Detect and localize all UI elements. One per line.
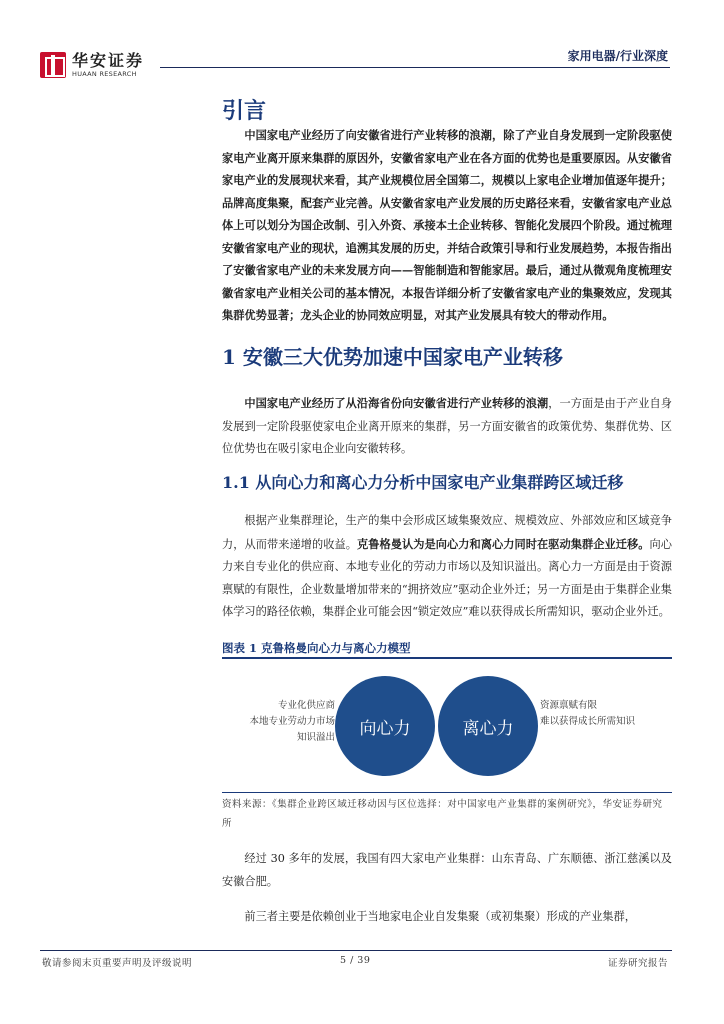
clusters-paragraph-continued: 前三者主要是依赖创业于当地家电企业自发集聚（或初集聚）形成的产业集群， <box>244 910 636 923</box>
logo-chinese-name: 华安证券 <box>72 51 145 70</box>
centripetal-force-circle <box>335 676 435 776</box>
logo-seal-icon <box>40 52 66 78</box>
page-number: 5 / 39 <box>340 955 371 966</box>
section-1-1-heading: 1.1 从向心力和离心力分析中国家电产业集群跨区域迁移 <box>222 473 624 492</box>
section-1-1-bold-text: 克鲁格曼认为是向心力和离心力同时在驱动集群企业迁移。 <box>357 536 650 551</box>
centrifugal-force-circle <box>438 676 538 776</box>
clusters-paragraph: 经过 30 多年的发展，我国有四大家电产业集群：山东青岛、广东顺德、浙江慈溪以及安徽合肥。 <box>222 852 672 888</box>
figure-top-rule <box>222 657 672 659</box>
logo-english-name: HUAAN RESEARCH <box>72 70 137 78</box>
section-1-bold-text: 中国家电产业经历了从沿海省份向安徽省进行产业转移的浪潮 <box>244 396 549 410</box>
footer-divider <box>40 950 672 951</box>
centripetal-factors <box>225 698 335 746</box>
section-1-1-text-b: 向心力来自专业化的供应商、本地专业化的劳动力市场以及知识溢出。离心力一方面是由于资源禀赋的有限性，企业数量增加带来的“拥挤效应”驱动企业外迁；另一方面是由于集群企业集体学习的路径依赖，集群企业可能会因“锁定效应”难以获得成长所需知识，驱动企业外迁。 <box>222 537 672 618</box>
report-type: 证券研究报告 <box>607 958 668 969</box>
figure-bottom-rule <box>222 792 672 793</box>
circle-label: 离心力 <box>462 718 514 739</box>
footer-disclaimer: 敬请参阅末页重要声明及评级说明 <box>42 958 193 969</box>
intro-paragraph: 中国家电产业经历了向安徽省进行产业转移的浪潮，除了产业自身发展到一定阶段驱使家电产业离开原来集群的原因外，安徽省家电产业在各方面的优势也是重要原因。从安徽省家电产业的发展现状来看，其产业规模位居全国第二，规模以上家电企业增加值逐年提升；品牌高度集聚，配套产业完善。从安徽省家电产业发展的历史路径来看，安徽省家电产业总体上可以划分为国企改制、引入外资、承接本土企业转移、智能化发展四个阶段。通过梳理安徽省家电产业的现状，追溯其发展的历史，并结合政策引导和行业发展趋势，本报告指出了安徽省家电产业的未来发展方向——智能制造和智能家居。最后，通过从微观角度梳理安徽省家电产业相关公司的基本情况，本报告详细分析了安徽省家电产业的集聚效应，发现其集群优势显著；龙头企业的协同效应明显，对其产业发展具有较大的带动作用。 <box>222 128 672 322</box>
factor-label: 专业化供应商 <box>277 700 335 711</box>
section-1-paragraph <box>222 392 672 461</box>
factor-label: 本地专业劳动力市场 <box>249 716 335 727</box>
section-1-heading: 1 安徽三大优势加速中国家电产业转移 <box>222 345 563 369</box>
figure-1-title: 图表 1 克鲁格曼向心力与离心力模型 <box>222 641 411 655</box>
centrifugal-factors <box>540 698 670 730</box>
report-category: 家用电器/行业深度 <box>567 49 668 63</box>
section-1-text: ，一方面是由于产业自身发展到一定阶段驱使家电企业离开原来的集群，另一方面安徽省的政策优势、集群优势、区位优势也在吸引家电企业向安徽转移。 <box>222 397 672 455</box>
factor-label: 难以获得成长所需知识 <box>540 716 636 727</box>
section-1-1-paragraph <box>222 510 672 624</box>
page-header <box>0 0 724 90</box>
factor-label: 知识溢出 <box>296 732 335 743</box>
company-logo <box>40 52 144 78</box>
header-divider <box>160 67 670 68</box>
intro-heading: 引言 <box>222 98 267 124</box>
circle-label: 向心力 <box>359 718 411 739</box>
figure-source: 资料来源：《集群企业跨区域迁移动因与区位选择：对中国家电产业集群的案例研究》，华安证券研究所 <box>222 799 663 829</box>
section-1-1-text-a: 根据产业集群理论，生产的集中会形成区域集聚效应、规模效应、外部效应和区域竞争力，从而带来递增的收益。 <box>222 514 672 551</box>
factor-label: 资源禀赋有限 <box>540 700 598 711</box>
